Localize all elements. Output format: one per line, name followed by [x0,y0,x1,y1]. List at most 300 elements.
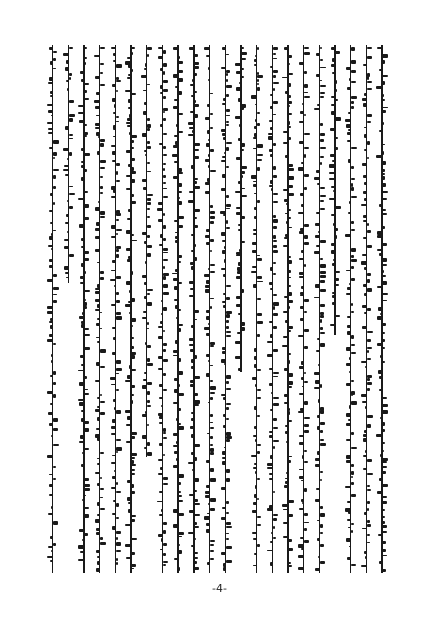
glyph-stroke [178,544,180,546]
glyph-stroke [349,405,351,408]
glyph-stroke [226,73,228,76]
glyph-stroke [335,80,337,83]
glyph-stroke [367,56,372,59]
glyph-stroke [320,513,325,517]
glyph-stroke [304,299,309,302]
glyph-stroke [351,47,355,51]
glyph-stroke [163,307,167,311]
glyph-stroke [257,313,262,316]
glyph-stroke [50,325,53,328]
glyph-stroke [273,219,278,223]
glyph-stroke [100,349,106,352]
glyph-stroke [114,104,116,108]
glyph-stroke [100,186,103,189]
glyph-stroke [226,407,229,411]
glyph-stroke [320,271,326,275]
text-column [346,45,355,573]
glyph-stroke [222,156,226,158]
glyph-stroke [159,443,163,447]
glyph-stroke [67,231,69,233]
glyph-stroke [210,544,214,546]
glyph-stroke [267,354,273,357]
glyph-stroke [304,381,308,383]
glyph-stroke [145,342,147,345]
glyph-stroke [147,405,151,407]
glyph-stroke [222,103,226,105]
glyph-stroke [320,430,323,433]
glyph-stroke [210,452,214,455]
glyph-stroke [173,278,178,281]
glyph-stroke [111,487,116,490]
glyph-stroke [84,290,90,292]
glyph-stroke [163,373,166,377]
glyph-stroke [126,230,131,233]
glyph-stroke [205,191,210,195]
glyph-stroke [320,343,325,346]
glyph-stroke [205,491,210,493]
glyph-stroke [190,380,194,383]
glyph-stroke [49,334,53,338]
glyph-stroke [318,231,320,233]
glyph-stroke [210,427,214,429]
glyph-stroke [189,344,194,346]
glyph-stroke [270,94,273,97]
glyph-stroke [206,333,210,335]
glyph-stroke [188,462,194,464]
glyph-stroke [158,368,163,370]
glyph-stroke [257,516,261,518]
glyph-stroke [205,182,210,185]
glyph-stroke [163,96,166,100]
glyph-stroke [376,86,382,90]
glyph-stroke [84,389,88,391]
glyph-stroke [113,112,116,114]
glyph-stroke [257,258,262,261]
glyph-stroke [299,366,304,369]
glyph-stroke [351,196,357,198]
glyph-stroke [163,238,166,241]
glyph-stroke [253,284,257,287]
glyph-stroke [320,162,322,165]
glyph-stroke [48,132,53,134]
glyph-stroke [364,198,367,201]
glyph-stroke [163,89,168,92]
glyph-stroke [194,225,198,228]
glyph-stroke [367,245,372,249]
glyph-stroke [347,316,351,318]
glyph-stroke [163,188,167,190]
glyph-stroke [226,375,231,379]
glyph-stroke [69,118,73,122]
glyph-stroke [351,81,356,83]
glyph-stroke [110,377,116,381]
glyph-stroke [288,548,293,551]
glyph-stroke [208,360,210,362]
glyph-stroke [288,420,292,422]
glyph-stroke [335,117,341,121]
glyph-stroke [112,84,116,88]
glyph-stroke [273,294,277,296]
glyph-stroke [298,567,304,570]
glyph-stroke [100,366,105,368]
glyph-stroke [226,115,230,117]
glyph-stroke [257,544,260,547]
glyph-stroke [223,414,226,416]
glyph-stroke [367,542,370,544]
glyph-stroke [254,216,257,219]
glyph-stroke [241,107,244,110]
glyph-stroke [84,428,89,432]
glyph-stroke [131,147,134,149]
glyph-stroke [191,366,194,369]
glyph-stroke [257,397,261,399]
text-column [173,45,182,573]
glyph-stroke [188,134,194,137]
glyph-stroke [382,275,386,277]
glyph-stroke [254,59,257,62]
glyph-stroke [100,497,103,499]
glyph-stroke [335,278,339,281]
glyph-stroke [53,175,56,178]
glyph-stroke [304,417,310,419]
glyph-stroke [84,334,90,336]
glyph-stroke [81,238,84,241]
glyph-stroke [298,411,304,413]
glyph-stroke [210,205,213,208]
glyph-stroke [114,407,116,410]
glyph-stroke [226,79,228,82]
glyph-stroke [98,136,100,138]
glyph-stroke [376,434,382,437]
glyph-stroke [67,158,69,160]
glyph-stroke [51,354,53,357]
glyph-stroke [301,162,304,164]
glyph-stroke [111,236,116,238]
glyph-stroke [273,82,279,84]
glyph-stroke [318,556,320,558]
glyph-stroke [84,393,89,395]
glyph-stroke [131,69,133,72]
glyph-stroke [95,123,100,126]
glyph-stroke [304,450,307,452]
glyph-stroke [194,100,196,103]
glyph-stroke [315,380,320,384]
glyph-stroke [163,359,168,361]
glyph-stroke [194,54,198,57]
glyph-stroke [314,108,320,110]
glyph-stroke [147,424,149,426]
glyph-stroke [95,299,100,302]
glyph-stroke [226,121,229,124]
glyph-stroke [147,253,151,256]
glyph-stroke [351,221,354,224]
glyph-stroke [205,159,210,162]
glyph-stroke [273,273,276,275]
glyph-stroke [320,280,325,284]
glyph-stroke [236,157,241,161]
glyph-stroke [304,242,309,245]
glyph-stroke [112,160,116,162]
glyph-stroke [288,326,293,329]
glyph-stroke [382,429,385,432]
glyph-stroke [257,123,260,126]
glyph-stroke [299,508,304,510]
glyph-stroke [255,55,257,57]
glyph-stroke [252,532,257,535]
text-column [330,45,339,573]
glyph-stroke [174,286,178,290]
glyph-stroke [320,264,326,268]
glyph-stroke [48,128,53,131]
glyph-stroke [288,300,293,303]
glyph-stroke [53,274,57,278]
glyph-stroke [273,262,276,264]
glyph-stroke [270,455,273,459]
glyph-stroke [131,519,135,523]
glyph-stroke [282,504,288,507]
glyph-stroke [335,99,338,101]
glyph-stroke [208,165,210,168]
glyph-stroke [288,101,292,104]
glyph-stroke [299,62,304,64]
glyph-stroke [116,451,118,453]
glyph-stroke [47,311,53,314]
glyph-stroke [163,564,166,566]
glyph-stroke [364,134,367,137]
glyph-stroke [382,466,387,468]
glyph-stroke [210,436,213,439]
glyph-stroke [147,442,150,446]
glyph-stroke [377,491,382,494]
glyph-stroke [347,331,351,335]
glyph-stroke [253,467,257,469]
glyph-stroke [361,361,367,363]
glyph-stroke [379,253,382,256]
glyph-stroke [268,136,273,140]
glyph-stroke [226,418,229,420]
glyph-stroke [194,73,197,76]
glyph-stroke [78,545,84,549]
glyph-stroke [273,215,276,218]
glyph-stroke [116,90,118,92]
glyph-stroke [69,100,74,103]
glyph-stroke [349,357,351,359]
glyph-stroke [142,133,147,137]
glyph-stroke [364,127,367,129]
glyph-stroke [95,288,100,290]
glyph-stroke [111,426,116,429]
glyph-stroke [235,63,241,66]
glyph-stroke [190,349,194,351]
text-column [142,45,151,573]
glyph-stroke [304,174,309,177]
glyph-stroke [241,188,245,190]
glyph-stroke [300,306,304,309]
column-stem [209,45,210,573]
glyph-stroke [95,409,100,412]
glyph-stroke [257,389,261,391]
glyph-stroke [270,334,273,338]
glyph-stroke [302,502,304,504]
glyph-stroke [364,149,367,151]
glyph-stroke [84,376,87,379]
glyph-stroke [335,284,339,286]
glyph-stroke [158,219,163,222]
glyph-stroke [252,510,257,513]
glyph-stroke [53,371,56,374]
glyph-stroke [207,178,210,181]
glyph-stroke [235,116,241,120]
glyph-stroke [159,143,163,145]
glyph-stroke [351,523,354,525]
glyph-stroke [194,319,197,321]
glyph-stroke [126,424,131,426]
glyph-stroke [254,426,257,428]
glyph-stroke [163,543,167,546]
glyph-stroke [236,296,241,298]
glyph-stroke [53,428,58,431]
glyph-stroke [210,550,214,552]
glyph-stroke [257,369,261,371]
glyph-stroke [226,381,229,385]
glyph-stroke [188,122,194,125]
glyph-stroke [351,248,356,251]
glyph-stroke [95,228,100,232]
glyph-stroke [351,60,356,64]
glyph-stroke [47,455,53,457]
glyph-stroke [288,256,291,258]
glyph-stroke [382,281,387,285]
glyph-stroke [210,239,214,242]
glyph-stroke [317,451,320,455]
glyph-stroke [224,363,226,365]
glyph-stroke [254,348,257,352]
glyph-stroke [316,212,320,214]
glyph-stroke [382,161,386,164]
glyph-stroke [100,63,104,65]
glyph-stroke [254,207,257,209]
glyph-stroke [84,533,88,536]
glyph-stroke [226,94,229,97]
glyph-stroke [113,60,116,62]
glyph-stroke [304,52,310,55]
glyph-stroke [365,556,367,559]
glyph-stroke [288,121,290,125]
glyph-stroke [194,526,199,528]
glyph-stroke [173,145,178,148]
glyph-stroke [363,468,367,470]
glyph-stroke [382,541,386,543]
glyph-stroke [226,204,231,207]
glyph-stroke [131,179,135,182]
glyph-stroke [95,207,100,211]
glyph-stroke [163,63,167,67]
glyph-stroke [116,121,119,123]
glyph-stroke [178,255,182,258]
glyph-stroke [47,122,53,124]
glyph-stroke [204,47,210,50]
glyph-stroke [320,471,323,473]
glyph-stroke [304,540,309,543]
glyph-stroke [142,232,147,235]
glyph-stroke [97,284,100,287]
glyph-stroke [257,83,259,85]
glyph-stroke [159,397,163,399]
glyph-stroke [97,483,100,487]
glyph-stroke [95,76,100,79]
glyph-stroke [131,271,133,275]
glyph-stroke [301,480,304,482]
glyph-stroke [226,314,230,318]
glyph-stroke [111,145,116,147]
glyph-stroke [188,532,194,534]
glyph-stroke [320,506,323,509]
glyph-stroke [226,320,229,323]
glyph-stroke [94,100,100,103]
glyph-stroke [236,304,241,307]
glyph-stroke [191,250,194,252]
glyph-stroke [210,414,213,417]
text-column [205,45,214,573]
glyph-stroke [382,361,385,363]
glyph-stroke [116,292,119,295]
glyph-stroke [210,397,213,400]
glyph-stroke [318,399,320,403]
glyph-stroke [189,338,194,341]
glyph-stroke [254,126,257,129]
glyph-stroke [270,127,273,130]
text-column [111,45,120,573]
glyph-stroke [288,185,293,189]
glyph-stroke [100,160,106,162]
glyph-stroke [382,169,385,173]
glyph-stroke [317,338,320,340]
glyph-stroke [116,410,121,413]
glyph-stroke [238,181,241,184]
glyph-stroke [131,171,136,173]
glyph-stroke [330,154,335,157]
glyph-stroke [97,417,100,420]
glyph-stroke [84,204,89,207]
glyph-stroke [160,92,163,94]
glyph-stroke [304,114,306,116]
glyph-stroke [382,471,386,474]
glyph-stroke [100,167,105,170]
glyph-stroke [194,156,199,159]
glyph-stroke [53,294,57,296]
glyph-stroke [288,209,291,211]
glyph-stroke [257,276,262,279]
glyph-stroke [351,96,357,99]
glyph-stroke [320,59,323,61]
glyph-stroke [304,84,308,88]
glyph-stroke [377,316,382,319]
glyph-stroke [190,288,194,291]
glyph-stroke [288,500,294,503]
glyph-stroke [273,58,277,60]
glyph-stroke [131,167,134,171]
glyph-stroke [222,451,226,455]
glyph-stroke [178,328,181,332]
glyph-stroke [320,319,322,322]
glyph-stroke [284,199,288,202]
glyph-stroke [236,71,241,75]
glyph-stroke [163,154,167,156]
glyph-stroke [51,248,53,250]
glyph-stroke [84,62,86,65]
glyph-stroke [316,488,320,490]
glyph-stroke [147,171,151,173]
